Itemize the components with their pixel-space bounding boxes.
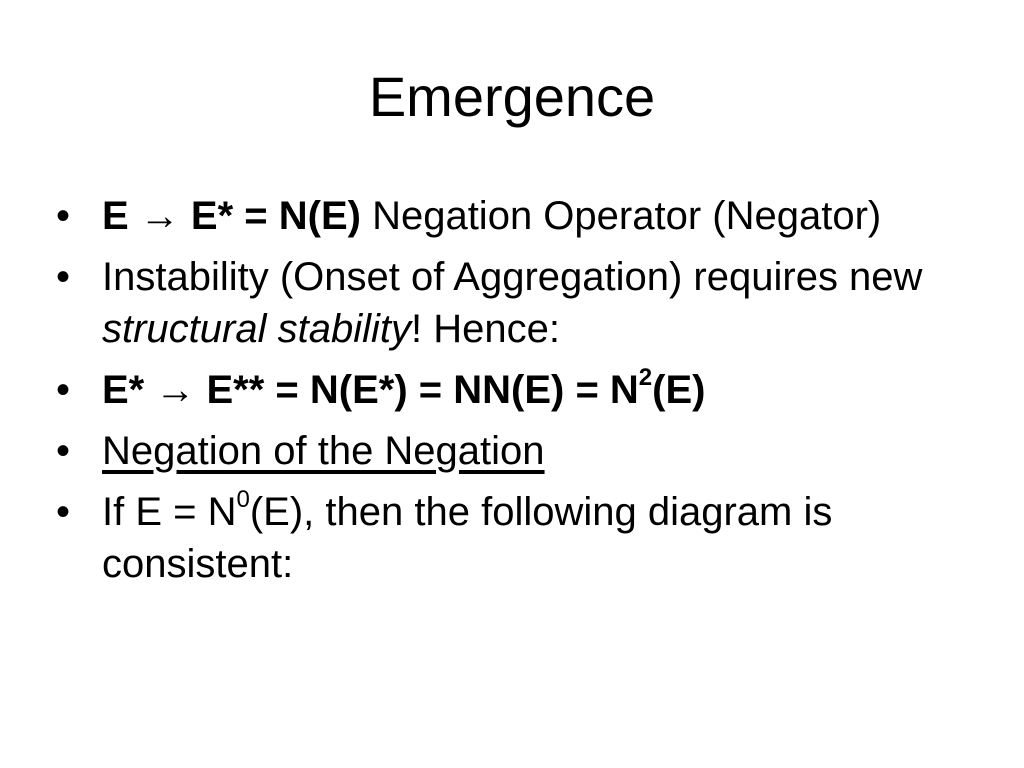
bullet-item-double-negation — [56, 364, 956, 416]
formula-part: (E) — [652, 368, 706, 412]
italic-text: structural stability — [102, 307, 411, 351]
bullet-text: ! Hence: — [410, 307, 560, 351]
superscript: 2 — [638, 363, 653, 391]
slide-title: Emergence — [368, 65, 656, 128]
bullet-icon: • — [56, 490, 71, 534]
formula-part: E* — [102, 368, 156, 412]
underlined-text: Negation of the Negation — [102, 429, 545, 473]
bullet-text: Negation Operator (Negator) — [360, 194, 882, 238]
bullet-item-negation-operator — [56, 190, 956, 242]
bullet-list — [56, 190, 956, 599]
bullet-icon: • — [56, 255, 71, 299]
formula-part: E — [102, 194, 140, 238]
bullet-item-instability — [56, 251, 956, 355]
bullet-text: Instability (Onset of Aggregation) requires new — [102, 255, 923, 299]
formula-part: E* = N(E) — [179, 194, 361, 238]
formula-part: E** = N(E*) = NN(E) = N — [195, 368, 639, 412]
bullet-text: If E = N — [102, 490, 237, 534]
bullet-icon: • — [56, 368, 71, 412]
arrow-icon: → — [139, 194, 180, 238]
bullet-text: (E), then the following diagram is consistent: — [102, 490, 833, 586]
bullet-icon: • — [56, 194, 71, 238]
arrow-icon: → — [155, 368, 196, 412]
bullet-item-negation-of-negation — [56, 425, 956, 477]
bullet-icon: • — [56, 429, 71, 473]
bullet-item-diagram-consistency — [56, 486, 956, 590]
superscript: 0 — [236, 485, 250, 513]
